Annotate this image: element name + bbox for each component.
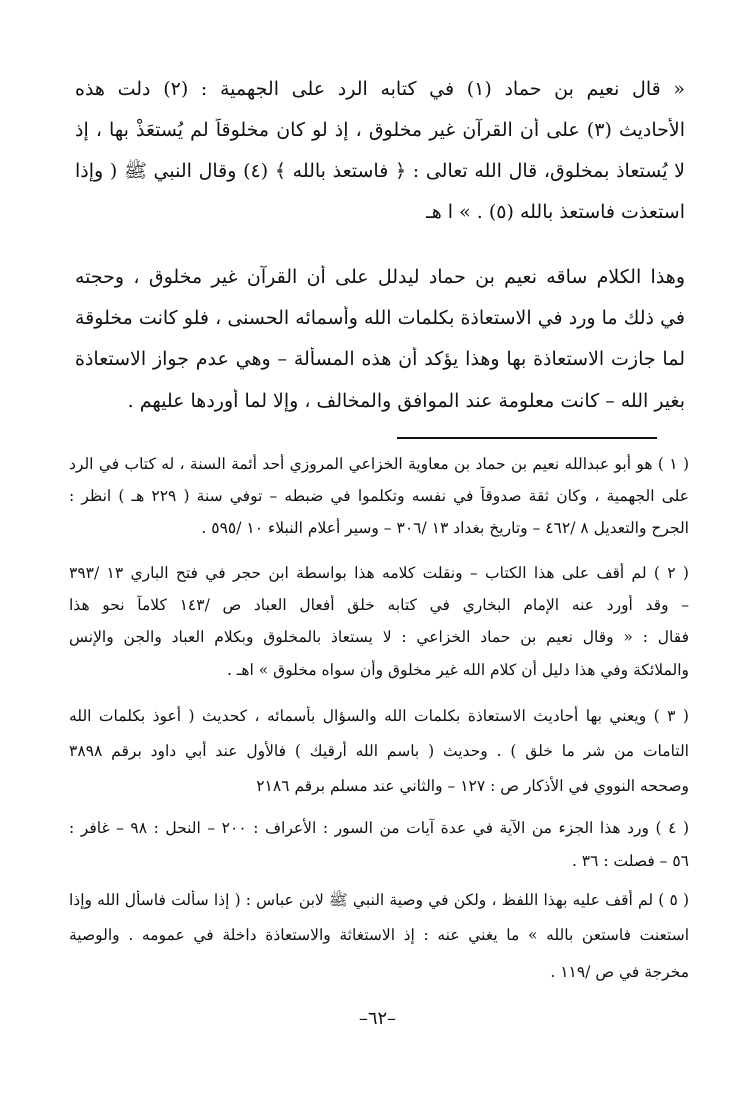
page-number: –٦٢–	[358, 1008, 397, 1029]
footnote-line: فقال : « وقال نعيم بن حماد الخزاعي : لا يستعاذ بالمخلوق وبكلام العباد والجن والإنس	[69, 628, 689, 646]
footnote-line: استعنت فاستعن بالله » ما يغني عنه : إذ الاستغاثة والاستعاذة داخلة في عمومه . والوصية	[69, 926, 689, 944]
body-line: في ذلك ما ورد في الاستعاذة بكلمات الله وأسمائه الحسنى ، فلو كانت مخلوقة	[75, 307, 685, 329]
footnote-divider	[397, 437, 657, 439]
footnote-line: ( ٣ ) ويعني بها أحاديث الاستعاذة بكلمات الله والسؤال بأسمائه ، كحديث ( أعوذ بكلمات الله	[69, 707, 689, 725]
footnote-line: الجرح والتعديل ٨ /٤٦٢ – وتاريخ بغداد ١٣ /٣٠٦ – وسير أعلام النبلاء ١٠ /٥٩٥ .	[201, 519, 689, 537]
footnote-line: مخرجة في ص /١١٩ .	[550, 963, 689, 981]
footnote-line: ( ٤ ) ورد هذا الجزء من الآية في عدة آيات من السور : الأعراف : ٢٠٠ – النحل : ٩٨ – غافر :	[69, 819, 689, 837]
footnote-line: والملائكة وفي هذا دليل أن كلام الله غير مخلوق وأن سواه مخلوق » اهـ .	[226, 661, 689, 679]
footnote-line: ٥٦ – فصلت : ٣٦ .	[571, 852, 689, 870]
body-line: بغير الله – كانت معلومة عند الموافق والمخالف ، وإلا لما أوردها عليهم .	[127, 390, 685, 412]
footnote-line: ( ١ ) هو أبو عبدالله نعيم بن حماد بن معاوية الخزاعي المروزي أحد أئمة السنة ، له كتاب في الرد	[69, 455, 689, 473]
body-line: « قال نعيم بن حماد (١) في كتابه الرد على الجهمية : (٢) دلت هذه	[75, 78, 685, 100]
body-line: وهذا الكلام ساقه نعيم بن حماد ليدلل على أن القرآن غير مخلوق ، وحجته	[75, 266, 685, 288]
footnote-line: ( ٢ ) لم أقف على هذا الكتاب – ونقلت كلامه هذا بواسطة ابن حجر في فتح الباري ١٣ /٣٩٣	[69, 564, 689, 582]
footnote-line: وصححه النووي في الأذكار ص : ١٢٧ – والثاني عند مسلم برقم ٢١٨٦	[256, 777, 689, 795]
body-line: الأحاديث (٣) على أن القرآن غير مخلوق ، إذ لو كان مخلوقاً لم يُستعَذْ بها ، إذ	[75, 119, 685, 141]
footnote-line: – وقد أورد عنه الإمام البخاري في كتابه خلق أفعال العباد ص /١٤٣ كلاماً نحو هذا	[69, 596, 689, 614]
footnote-line: التامات من شر ما خلق ) . وحديث ( باسم الله أرقيك ) فالأول عند أبي داود برقم ٣٨٩٨	[69, 742, 689, 760]
body-line: استعذت فاستعذ بالله (٥) . » ا هـ	[426, 201, 685, 223]
footnote-line: على الجهمية ، وكان ثقة صدوقاً في نفسه وتكلموا في ضبطه – توفي سنة ( ٢٢٩ هـ ) انظر :	[69, 487, 689, 505]
body-line: لما جازت الاستعاذة بها وهذا يؤكد أن هذه المسألة – وهي عدم جواز الاستعاذة	[75, 348, 685, 370]
footnote-line: ( ٥ ) لم أقف عليه بهذا اللفظ ، ولكن في وصية النبي ﷺ لابن عباس : ( إذا سألت فاسأل الله وإذا	[69, 891, 689, 909]
body-line: لا يُستعاذ بمخلوق، قال الله تعالى : ﴿ فاستعذ بالله ﴾ (٤) وقال النبي ﷺ ( وإذا	[75, 160, 685, 182]
